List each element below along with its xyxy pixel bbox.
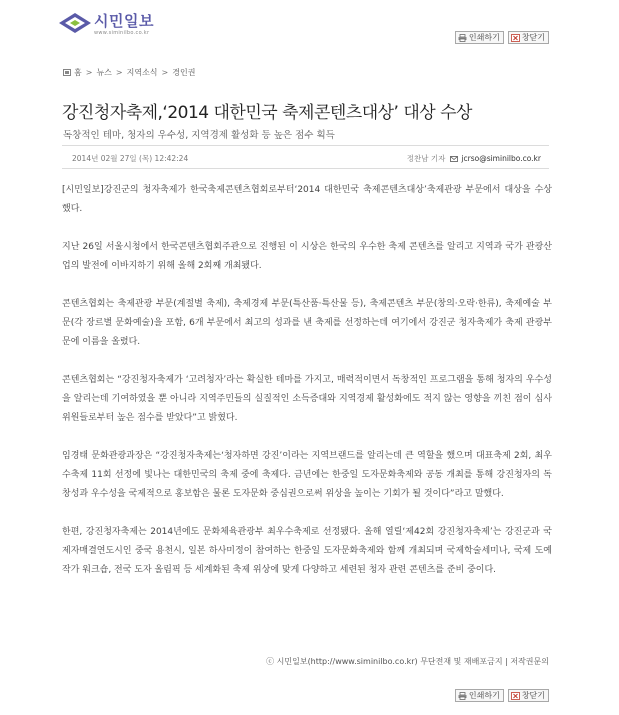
copyright-notice: ⓒ 시민일보(http://www.siminilbo.co.kr) 무단전재 및 재배포금지 | 저작권문의 [266, 657, 549, 666]
logo-url: www.siminilbo.co.kr [94, 30, 150, 36]
breadcrumb-separator: > [161, 68, 169, 77]
article-meta [62, 145, 549, 169]
close-icon [511, 692, 520, 700]
breadcrumb-news[interactable]: 뉴스 [96, 68, 112, 77]
article-paragraph: 지난 26일 서울시청에서 한국콘텐츠협회주관으로 진행된 이 시상은 한국의 우수한 축제 콘텐츠를 알리고 지역과 국가 관광산업의 발전에 이바지하기 위해 올해 2회째 개최됐다. [62, 242, 552, 271]
breadcrumb-separator: > [115, 68, 123, 77]
print-button-bottom[interactable] [455, 689, 504, 702]
close-label: 창닫기 [521, 691, 545, 700]
article-date: 2014년 02월 27일 (목) 12:42:24 [72, 154, 189, 163]
breadcrumb-local-news[interactable]: 지역소식 [126, 68, 158, 77]
article-author: 정찬남 기자 [406, 154, 446, 163]
close-window-button[interactable] [508, 31, 549, 44]
breadcrumb [63, 67, 195, 78]
logo-name: 시민일보 [94, 12, 154, 30]
article-paragraph: [시민일보]강진군의 청자축제가 한국축제콘텐츠협회로부터‘2014 대한민국 축제콘텐츠대상’축제관광 부문에서 대상을 수상했다. [62, 185, 552, 214]
article-paragraph: 콘텐츠협회는 “강진청자축제가 ‘고려청자’라는 확실한 테마를 가지고, 매력적이면서 독창적인 프로그램을 통해 청자의 우수성을 알리는데 기여하였을 뿐 아니라 지역주민들의 실질적인 소득증대와 지역경제 활성화에도 적지 않는 영향을 끼친 점이 심사위원들로부터 높은 점수를 받았다”고 밝혔다. [62, 375, 552, 423]
article-body [62, 181, 552, 580]
article-paragraph: 한편, 강진청자축제는 2014년에도 문화체육관광부 최우수축제로 선정됐다. 올해 열릴‘제42회 강진청자축제’는 강진군과 국제자매결연도시인 중국 용천시, 일본 하사미정이 참여하는 한중일 도자문화축제와 함께 개최되며 국제학술세미나, 국제 도예작가 워크숍, 전국 도자 올림픽 등 세계화된 축제 위상에 맞게 다양하고 세련된 청자 관련 콘텐츠를 준비 중이다. [62, 527, 552, 575]
article-paragraph: 콘텐츠협회는 축제관광 부문(계절별 축제), 축제경제 부문(특산품·특산물 등), 축제콘텐츠 부문(창의·오락·한류), 축제예술 부문(각 장르별 문화예술)을 포함, 6개 부문에서 최고의 성과를 낸 축제를 선정하는데 여기에서 강진군 청자축제가 축제 관광부문에 이름을 올렸다. [62, 299, 552, 347]
home-icon [63, 69, 71, 76]
logo-mark-icon [58, 12, 92, 34]
print-label: 인쇄하기 [468, 33, 500, 42]
breadcrumb-gyeongin[interactable]: 경인권 [172, 68, 196, 77]
header [0, 0, 619, 52]
bottom-actions [455, 689, 549, 702]
mail-icon [450, 156, 458, 162]
breadcrumb-separator: > [85, 68, 93, 77]
close-icon [511, 34, 520, 42]
site-logo[interactable] [58, 12, 154, 37]
author-email-link[interactable]: jcrso@siminilbo.co.kr [461, 154, 541, 163]
article-title: 강진청자축제,‘2014 대한민국 축제콘텐츠대상’ 대상 수상 [62, 103, 472, 123]
top-actions [455, 31, 549, 44]
printer-icon [458, 34, 467, 42]
article-paragraph: 임경태 문화관광과장은 “강진청자축제는‘청자하면 강진’이라는 지역브랜드를 알리는데 큰 역할을 했으며 대표축제 2회, 최우수축제 11회 선정에 빛나는 대한민국의 축제 중에 축제다. 금년에는 한중일 도자문화축제와 공동 개최를 통해 강진청자의 독창성과 우수성을 국제적으로 홍보함은 물론 도자문화 중심권으로써 위상을 높이는 기회가 될 것이다”라고 말했다. [62, 451, 552, 499]
print-button[interactable] [455, 31, 504, 44]
close-window-button-bottom[interactable] [508, 689, 549, 702]
article-subtitle: 독창적인 테마, 청자의 우수성, 지역경제 활성화 등 높은 점수 획득 [63, 130, 335, 141]
print-label: 인쇄하기 [468, 691, 500, 700]
printer-icon [458, 692, 467, 700]
breadcrumb-home[interactable]: 홈 [74, 68, 82, 77]
close-label: 창닫기 [521, 33, 545, 42]
